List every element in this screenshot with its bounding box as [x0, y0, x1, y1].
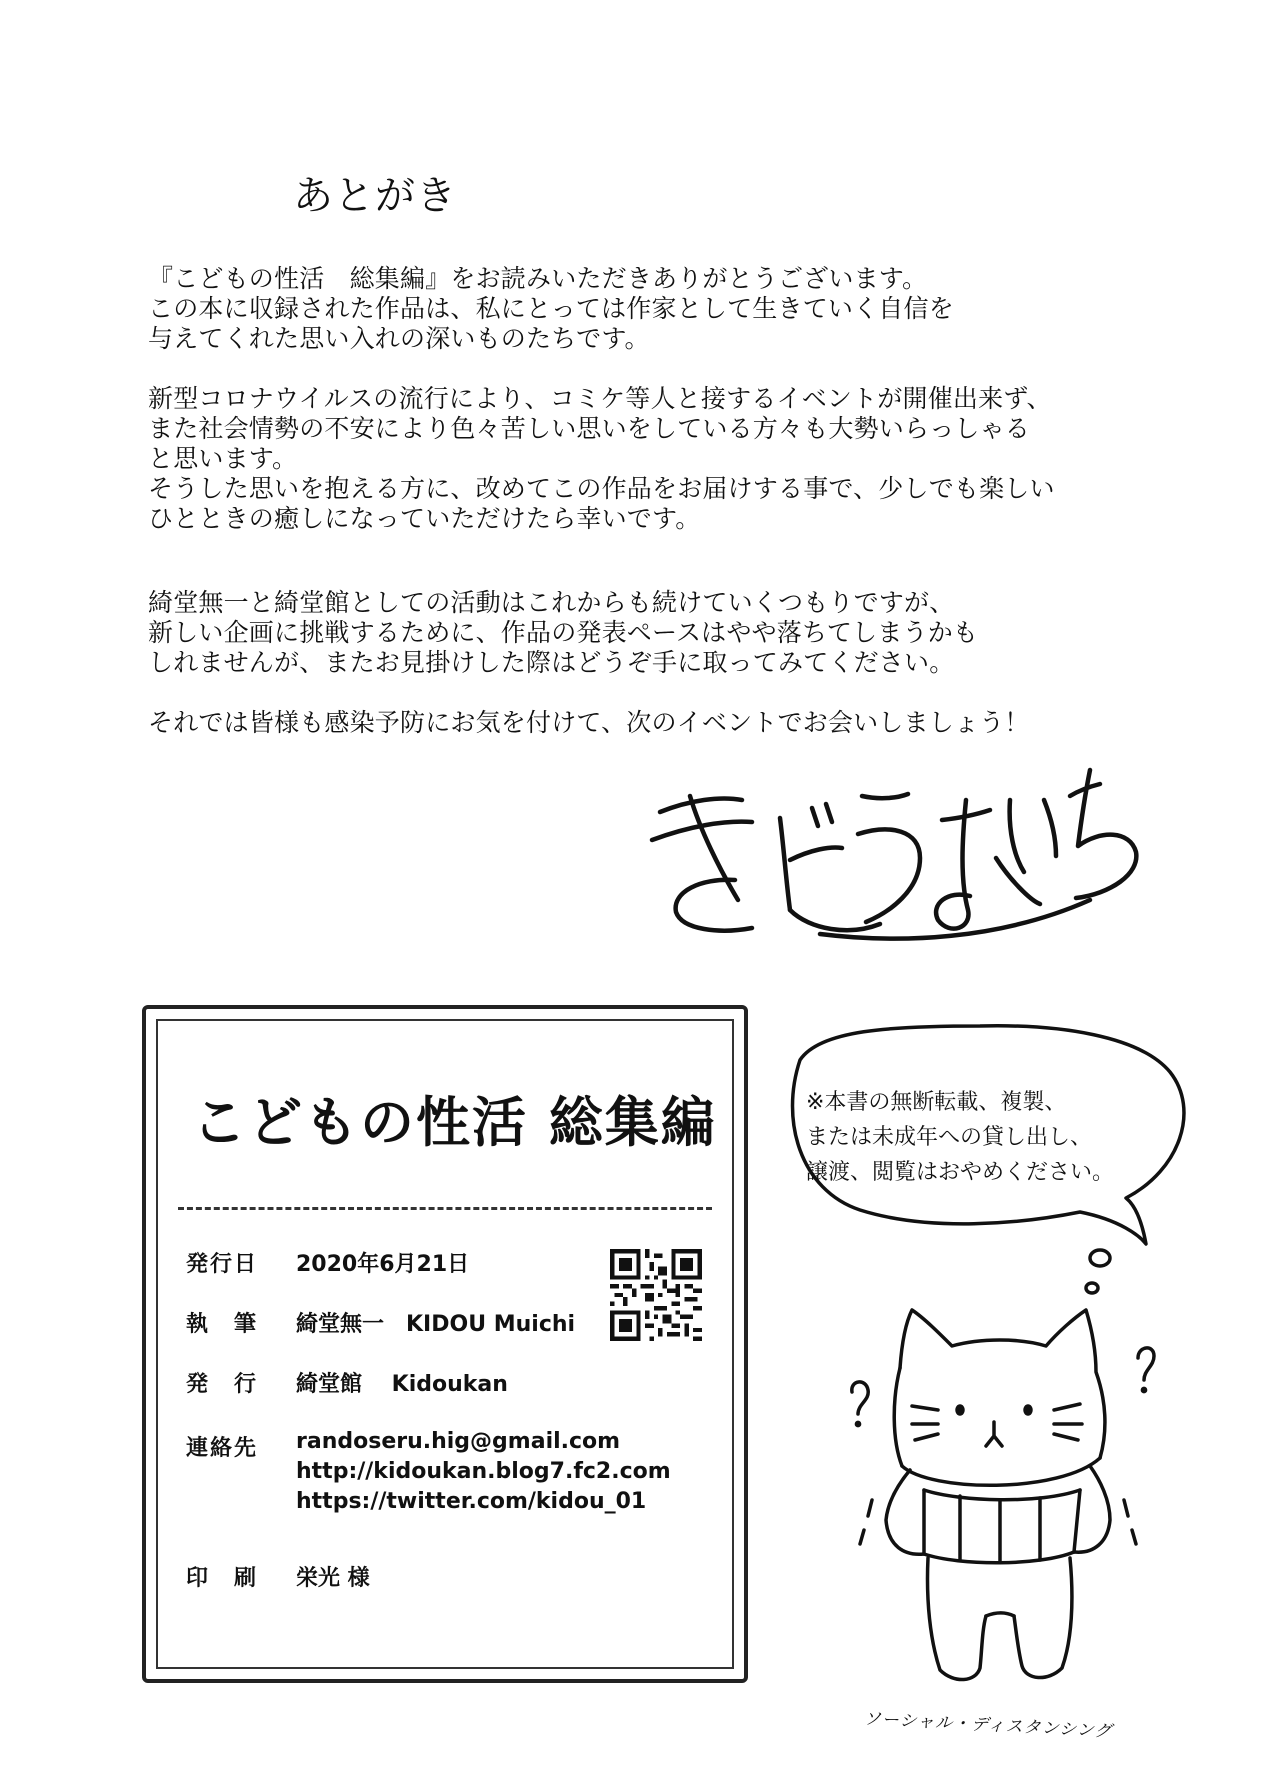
notice-line: ※本書の無断転載、複製、 — [806, 1090, 1067, 1115]
afterword-line: また社会情勢の不安により色々苦しい思いをしている方々も大勢いらっしゃる — [148, 414, 1031, 443]
contact-label: 連絡先 — [186, 1436, 259, 1461]
contact-twitter-url: https://twitter.com/kidou_01 — [296, 1489, 647, 1514]
colophon-box — [142, 1005, 748, 1683]
afterword-line: 与えてくれた思い入れの深いものたちです。 — [148, 324, 650, 353]
publisher-value: 綺堂館 Kidoukan — [296, 1372, 508, 1397]
contact-list — [296, 1427, 671, 1517]
cat-caption: ソーシャル・ディスタンシング — [863, 1709, 1113, 1743]
afterword-body — [148, 264, 1148, 738]
contact-email: randoseru.hig@gmail.com — [296, 1429, 621, 1454]
afterword-line: 綺堂無一と綺堂館としての活動はこれからも続けていくつもりですが、 — [148, 588, 955, 617]
afterword-line: しれませんが、またお見掛けした際はどうぞ手に取ってみてください。 — [148, 648, 955, 677]
colophon-inner-frame — [156, 1019, 734, 1669]
afterword-line: 新型コロナウイルスの流行により、コミケ等人と接するイベントが開催出来ず、 — [148, 384, 1052, 413]
afterword-line: と思います。 — [148, 444, 298, 473]
notice-line: 譲渡、閲覧はおやめください。 — [806, 1160, 1115, 1185]
printer-label: 印 刷 — [186, 1566, 259, 1591]
dashed-divider — [178, 1207, 712, 1210]
notice-text — [806, 1085, 1136, 1190]
afterword-line: そうした思いを抱える方に、改めてこの作品をお届けする事で、少しでも楽しい — [148, 474, 1055, 503]
notice-line: または未成年への貸し出し、 — [806, 1125, 1093, 1150]
issue-date-value: 2020年6月21日 — [296, 1252, 470, 1277]
qr-code-icon — [610, 1249, 702, 1341]
author-label: 執 筆 — [186, 1312, 259, 1337]
printer-value: 栄光 様 — [296, 1566, 370, 1591]
afterword-line: 『こどもの性活 総集編』をお読みいただきありがとうございます。 — [148, 264, 928, 293]
afterword-line: それでは皆様も感染予防にお気を付けて、次のイベントでお会いしましょう！ — [148, 708, 1030, 737]
publisher-label: 発 行 — [186, 1372, 259, 1397]
afterword-line: 新しい企画に挑戦するために、作品の発表ペースはやや落ちてしまうかも — [148, 618, 979, 647]
afterword-title: あとがき — [293, 173, 457, 219]
book-title: こどもの性活 総集編 — [192, 1091, 717, 1154]
afterword-line: ひとときの癒しになっていただけたら幸いです。 — [148, 504, 701, 533]
contact-blog-url: http://kidoukan.blog7.fc2.com — [296, 1459, 671, 1484]
issue-date-label: 発行日 — [186, 1252, 259, 1277]
author-value: 綺堂無一 KIDOU Muichi — [296, 1312, 576, 1337]
afterword-line: この本に収録された作品は、私にとっては作家として生きていく自信を — [148, 294, 954, 323]
